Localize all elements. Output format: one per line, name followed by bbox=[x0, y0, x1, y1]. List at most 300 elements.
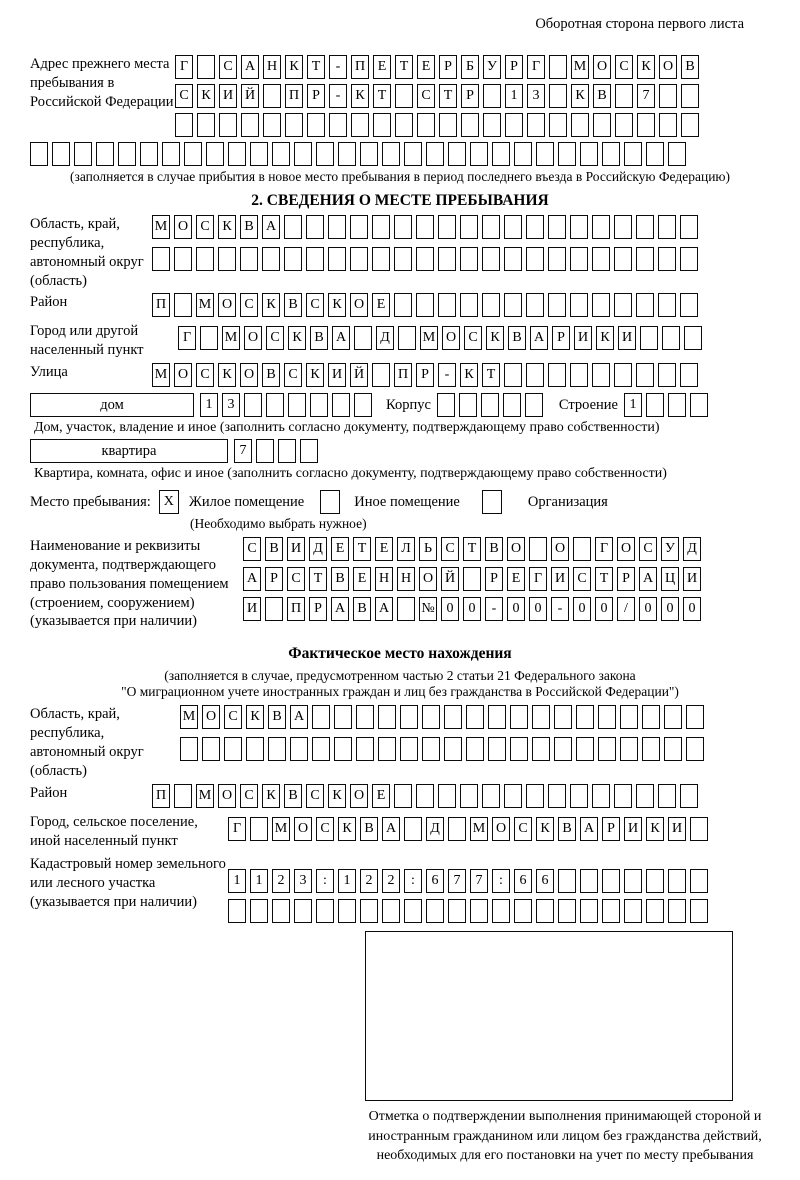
char-cell[interactable] bbox=[278, 439, 296, 463]
char-cell[interactable]: 2 bbox=[272, 869, 290, 893]
char-cell[interactable] bbox=[592, 784, 610, 808]
char-cell[interactable] bbox=[549, 84, 567, 108]
char-cell[interactable] bbox=[602, 899, 620, 923]
char-cell[interactable]: В bbox=[268, 705, 286, 729]
char-cell[interactable] bbox=[592, 215, 610, 239]
char-cell[interactable]: О bbox=[218, 293, 236, 317]
char-cell[interactable] bbox=[504, 363, 522, 387]
char-cell[interactable]: К bbox=[646, 817, 664, 841]
char-cell[interactable] bbox=[197, 55, 215, 79]
char-cell[interactable] bbox=[328, 247, 346, 271]
char-cell[interactable]: 1 bbox=[624, 393, 642, 417]
char-cell[interactable]: - bbox=[329, 84, 347, 108]
char-cell[interactable]: И bbox=[551, 567, 569, 591]
char-cell[interactable] bbox=[526, 293, 544, 317]
char-cell[interactable] bbox=[351, 113, 369, 137]
char-cell[interactable] bbox=[460, 784, 478, 808]
char-cell[interactable] bbox=[404, 142, 422, 166]
char-cell[interactable] bbox=[580, 869, 598, 893]
char-cell[interactable]: К bbox=[338, 817, 356, 841]
char-cell[interactable] bbox=[510, 737, 528, 761]
char-cell[interactable] bbox=[262, 247, 280, 271]
char-cell[interactable]: 0 bbox=[595, 597, 613, 621]
char-cell[interactable]: С bbox=[316, 817, 334, 841]
char-cell[interactable] bbox=[526, 363, 544, 387]
char-cell[interactable] bbox=[256, 439, 274, 463]
char-cell[interactable] bbox=[554, 705, 572, 729]
char-cell[interactable] bbox=[646, 393, 664, 417]
char-cell[interactable] bbox=[646, 899, 664, 923]
char-cell[interactable]: С bbox=[514, 817, 532, 841]
char-cell[interactable] bbox=[394, 247, 412, 271]
char-cell[interactable] bbox=[354, 393, 372, 417]
char-cell[interactable] bbox=[378, 705, 396, 729]
char-cell[interactable]: К bbox=[285, 55, 303, 79]
char-cell[interactable] bbox=[307, 113, 325, 137]
char-cell[interactable] bbox=[504, 293, 522, 317]
char-cell[interactable] bbox=[422, 705, 440, 729]
char-cell[interactable] bbox=[558, 869, 576, 893]
char-cell[interactable]: А bbox=[639, 567, 657, 591]
char-cell[interactable] bbox=[686, 705, 704, 729]
char-cell[interactable] bbox=[536, 899, 554, 923]
char-cell[interactable] bbox=[338, 142, 356, 166]
char-cell[interactable]: 1 bbox=[228, 869, 246, 893]
char-cell[interactable] bbox=[482, 293, 500, 317]
char-cell[interactable] bbox=[624, 142, 642, 166]
char-cell[interactable] bbox=[228, 899, 246, 923]
char-cell[interactable]: - bbox=[329, 55, 347, 79]
char-cell[interactable] bbox=[356, 705, 374, 729]
char-cell[interactable] bbox=[30, 142, 48, 166]
char-cell[interactable]: П bbox=[351, 55, 369, 79]
char-cell[interactable] bbox=[272, 899, 290, 923]
char-cell[interactable] bbox=[180, 737, 198, 761]
char-cell[interactable]: Н bbox=[263, 55, 281, 79]
char-cell[interactable]: О bbox=[659, 55, 677, 79]
char-cell[interactable] bbox=[219, 113, 237, 137]
char-cell[interactable]: А bbox=[241, 55, 259, 79]
char-cell[interactable] bbox=[350, 215, 368, 239]
char-cell[interactable] bbox=[422, 737, 440, 761]
char-cell[interactable]: 0 bbox=[661, 597, 679, 621]
char-cell[interactable] bbox=[668, 393, 686, 417]
char-cell[interactable]: 1 bbox=[200, 393, 218, 417]
char-cell[interactable] bbox=[470, 899, 488, 923]
char-cell[interactable]: 0 bbox=[639, 597, 657, 621]
char-cell[interactable] bbox=[526, 247, 544, 271]
checkbox-other-premises[interactable] bbox=[320, 490, 340, 514]
char-cell[interactable]: Г bbox=[529, 567, 547, 591]
char-cell[interactable] bbox=[668, 869, 686, 893]
char-cell[interactable] bbox=[570, 784, 588, 808]
char-cell[interactable]: С bbox=[615, 55, 633, 79]
char-cell[interactable] bbox=[184, 142, 202, 166]
char-cell[interactable]: А bbox=[262, 215, 280, 239]
char-cell[interactable] bbox=[197, 113, 215, 137]
char-cell[interactable]: К bbox=[328, 293, 346, 317]
char-cell[interactable]: Р bbox=[461, 84, 479, 108]
char-cell[interactable] bbox=[241, 113, 259, 137]
char-cell[interactable] bbox=[316, 142, 334, 166]
char-cell[interactable]: 6 bbox=[514, 869, 532, 893]
char-cell[interactable]: Г bbox=[228, 817, 246, 841]
char-cell[interactable] bbox=[504, 215, 522, 239]
char-cell[interactable]: М bbox=[470, 817, 488, 841]
char-cell[interactable] bbox=[74, 142, 92, 166]
char-cell[interactable] bbox=[614, 293, 632, 317]
char-cell[interactable] bbox=[460, 247, 478, 271]
char-cell[interactable] bbox=[463, 567, 481, 591]
char-cell[interactable] bbox=[310, 393, 328, 417]
char-cell[interactable]: Н bbox=[397, 567, 415, 591]
char-cell[interactable]: К bbox=[596, 326, 614, 350]
char-cell[interactable]: С bbox=[287, 567, 305, 591]
char-cell[interactable] bbox=[642, 737, 660, 761]
char-cell[interactable]: И bbox=[287, 537, 305, 561]
char-cell[interactable]: Е bbox=[373, 55, 391, 79]
char-cell[interactable] bbox=[426, 899, 444, 923]
char-cell[interactable]: П bbox=[285, 84, 303, 108]
char-cell[interactable] bbox=[373, 113, 391, 137]
char-cell[interactable]: В bbox=[310, 326, 328, 350]
char-cell[interactable] bbox=[444, 705, 462, 729]
char-cell[interactable]: Й bbox=[241, 84, 259, 108]
char-cell[interactable]: Е bbox=[507, 567, 525, 591]
char-cell[interactable]: И bbox=[624, 817, 642, 841]
char-cell[interactable]: Р bbox=[485, 567, 503, 591]
char-cell[interactable]: О bbox=[174, 363, 192, 387]
char-cell[interactable] bbox=[668, 142, 686, 166]
char-cell[interactable]: 6 bbox=[536, 869, 554, 893]
char-cell[interactable] bbox=[686, 737, 704, 761]
char-cell[interactable]: М bbox=[196, 293, 214, 317]
char-cell[interactable] bbox=[636, 784, 654, 808]
char-cell[interactable]: 0 bbox=[507, 597, 525, 621]
char-cell[interactable] bbox=[397, 597, 415, 621]
char-cell[interactable]: И bbox=[328, 363, 346, 387]
char-cell[interactable]: Г bbox=[527, 55, 545, 79]
char-cell[interactable] bbox=[350, 247, 368, 271]
char-cell[interactable] bbox=[416, 247, 434, 271]
char-cell[interactable]: 1 bbox=[338, 869, 356, 893]
char-cell[interactable] bbox=[510, 705, 528, 729]
char-cell[interactable]: К bbox=[262, 293, 280, 317]
char-cell[interactable]: И bbox=[574, 326, 592, 350]
char-cell[interactable] bbox=[690, 869, 708, 893]
char-cell[interactable]: Н bbox=[375, 567, 393, 591]
char-cell[interactable]: Д bbox=[426, 817, 444, 841]
char-cell[interactable]: Е bbox=[372, 293, 390, 317]
char-cell[interactable] bbox=[52, 142, 70, 166]
char-cell[interactable]: Е bbox=[372, 784, 390, 808]
char-cell[interactable] bbox=[637, 113, 655, 137]
char-cell[interactable]: М bbox=[152, 363, 170, 387]
char-cell[interactable]: О bbox=[174, 215, 192, 239]
char-cell[interactable] bbox=[636, 293, 654, 317]
char-cell[interactable] bbox=[400, 737, 418, 761]
char-cell[interactable] bbox=[636, 247, 654, 271]
char-cell[interactable] bbox=[658, 215, 676, 239]
char-cell[interactable] bbox=[272, 142, 290, 166]
char-cell[interactable]: П bbox=[287, 597, 305, 621]
char-cell[interactable]: 0 bbox=[573, 597, 591, 621]
char-cell[interactable] bbox=[548, 247, 566, 271]
char-cell[interactable] bbox=[482, 247, 500, 271]
char-cell[interactable]: Г bbox=[175, 55, 193, 79]
char-cell[interactable] bbox=[162, 142, 180, 166]
char-cell[interactable] bbox=[328, 215, 346, 239]
char-cell[interactable] bbox=[492, 899, 510, 923]
char-cell[interactable]: И bbox=[668, 817, 686, 841]
char-cell[interactable]: Р bbox=[309, 597, 327, 621]
char-cell[interactable] bbox=[360, 142, 378, 166]
char-cell[interactable] bbox=[483, 113, 501, 137]
char-cell[interactable] bbox=[482, 784, 500, 808]
char-cell[interactable] bbox=[294, 142, 312, 166]
char-cell[interactable]: К bbox=[351, 84, 369, 108]
char-cell[interactable]: Б bbox=[461, 55, 479, 79]
char-cell[interactable] bbox=[285, 113, 303, 137]
char-cell[interactable] bbox=[382, 142, 400, 166]
char-cell[interactable]: О bbox=[617, 537, 635, 561]
char-cell[interactable]: В bbox=[593, 84, 611, 108]
char-cell[interactable] bbox=[548, 363, 566, 387]
char-cell[interactable]: А bbox=[580, 817, 598, 841]
char-cell[interactable] bbox=[202, 737, 220, 761]
char-cell[interactable] bbox=[504, 247, 522, 271]
char-cell[interactable]: 0 bbox=[683, 597, 701, 621]
char-cell[interactable] bbox=[662, 326, 680, 350]
char-cell[interactable] bbox=[466, 705, 484, 729]
char-cell[interactable] bbox=[536, 142, 554, 166]
char-cell[interactable]: И bbox=[243, 597, 261, 621]
char-cell[interactable]: В bbox=[331, 567, 349, 591]
char-cell[interactable]: С bbox=[639, 537, 657, 561]
char-cell[interactable]: С bbox=[243, 537, 261, 561]
char-cell[interactable] bbox=[461, 113, 479, 137]
char-cell[interactable]: С bbox=[464, 326, 482, 350]
char-cell[interactable] bbox=[680, 293, 698, 317]
char-cell[interactable]: В bbox=[558, 817, 576, 841]
char-cell[interactable]: 3 bbox=[294, 869, 312, 893]
char-cell[interactable]: К bbox=[288, 326, 306, 350]
char-cell[interactable]: Т bbox=[595, 567, 613, 591]
char-cell[interactable]: О bbox=[202, 705, 220, 729]
char-cell[interactable] bbox=[268, 737, 286, 761]
char-cell[interactable]: - bbox=[551, 597, 569, 621]
char-cell[interactable]: Р bbox=[602, 817, 620, 841]
char-cell[interactable]: А bbox=[332, 326, 350, 350]
char-cell[interactable] bbox=[614, 215, 632, 239]
char-cell[interactable] bbox=[548, 784, 566, 808]
char-cell[interactable] bbox=[570, 293, 588, 317]
char-cell[interactable]: В bbox=[240, 215, 258, 239]
char-cell[interactable] bbox=[571, 113, 589, 137]
char-cell[interactable] bbox=[481, 393, 499, 417]
char-cell[interactable]: О bbox=[350, 784, 368, 808]
char-cell[interactable] bbox=[290, 737, 308, 761]
char-cell[interactable] bbox=[250, 142, 268, 166]
char-cell[interactable]: Р bbox=[416, 363, 434, 387]
char-cell[interactable] bbox=[554, 737, 572, 761]
char-cell[interactable]: О bbox=[551, 537, 569, 561]
char-cell[interactable]: С bbox=[224, 705, 242, 729]
char-cell[interactable]: В bbox=[265, 537, 283, 561]
char-cell[interactable]: В bbox=[360, 817, 378, 841]
char-cell[interactable] bbox=[576, 737, 594, 761]
char-cell[interactable]: : bbox=[316, 869, 334, 893]
char-cell[interactable] bbox=[240, 247, 258, 271]
char-cell[interactable] bbox=[488, 705, 506, 729]
char-cell[interactable] bbox=[394, 293, 412, 317]
char-cell[interactable]: № bbox=[419, 597, 437, 621]
char-cell[interactable]: В bbox=[353, 597, 371, 621]
char-cell[interactable]: О bbox=[442, 326, 460, 350]
char-cell[interactable] bbox=[306, 215, 324, 239]
char-cell[interactable]: О bbox=[507, 537, 525, 561]
char-cell[interactable]: Т bbox=[482, 363, 500, 387]
char-cell[interactable]: Л bbox=[397, 537, 415, 561]
char-cell[interactable]: Й bbox=[441, 567, 459, 591]
char-cell[interactable]: С bbox=[240, 293, 258, 317]
checkbox-residential[interactable]: X bbox=[159, 490, 179, 514]
char-cell[interactable] bbox=[664, 737, 682, 761]
char-cell[interactable]: И bbox=[618, 326, 636, 350]
char-cell[interactable] bbox=[174, 784, 192, 808]
char-cell[interactable] bbox=[503, 393, 521, 417]
char-cell[interactable]: К bbox=[262, 784, 280, 808]
char-cell[interactable] bbox=[416, 293, 434, 317]
char-cell[interactable] bbox=[514, 899, 532, 923]
char-cell[interactable] bbox=[175, 113, 193, 137]
char-cell[interactable]: М bbox=[272, 817, 290, 841]
char-cell[interactable]: М bbox=[180, 705, 198, 729]
char-cell[interactable] bbox=[382, 899, 400, 923]
char-cell[interactable]: Е bbox=[417, 55, 435, 79]
char-cell[interactable] bbox=[288, 393, 306, 417]
char-cell[interactable]: Г bbox=[178, 326, 196, 350]
char-cell[interactable] bbox=[244, 393, 262, 417]
char-cell[interactable] bbox=[300, 439, 318, 463]
char-cell[interactable]: 2 bbox=[382, 869, 400, 893]
char-cell[interactable] bbox=[664, 705, 682, 729]
char-cell[interactable] bbox=[416, 784, 434, 808]
char-cell[interactable]: К bbox=[460, 363, 478, 387]
char-cell[interactable] bbox=[658, 293, 676, 317]
char-cell[interactable] bbox=[334, 705, 352, 729]
char-cell[interactable]: К bbox=[218, 363, 236, 387]
char-cell[interactable] bbox=[246, 737, 264, 761]
char-cell[interactable] bbox=[394, 215, 412, 239]
char-cell[interactable] bbox=[614, 247, 632, 271]
char-cell[interactable]: 7 bbox=[234, 439, 252, 463]
char-cell[interactable] bbox=[658, 247, 676, 271]
char-cell[interactable] bbox=[658, 784, 676, 808]
char-cell[interactable] bbox=[294, 899, 312, 923]
char-cell[interactable] bbox=[404, 899, 422, 923]
char-cell[interactable]: А bbox=[530, 326, 548, 350]
char-cell[interactable] bbox=[526, 784, 544, 808]
char-cell[interactable] bbox=[527, 113, 545, 137]
char-cell[interactable]: О bbox=[593, 55, 611, 79]
char-cell[interactable] bbox=[263, 84, 281, 108]
char-cell[interactable] bbox=[598, 737, 616, 761]
char-cell[interactable] bbox=[624, 869, 642, 893]
char-cell[interactable] bbox=[614, 784, 632, 808]
char-cell[interactable] bbox=[602, 142, 620, 166]
char-cell[interactable]: О bbox=[492, 817, 510, 841]
char-cell[interactable] bbox=[417, 113, 435, 137]
char-cell[interactable]: О bbox=[244, 326, 262, 350]
char-cell[interactable] bbox=[483, 84, 501, 108]
char-cell[interactable]: М bbox=[420, 326, 438, 350]
char-cell[interactable] bbox=[416, 215, 434, 239]
char-cell[interactable]: С bbox=[441, 537, 459, 561]
char-cell[interactable] bbox=[681, 113, 699, 137]
checkbox-organization[interactable] bbox=[482, 490, 502, 514]
char-cell[interactable]: О bbox=[350, 293, 368, 317]
char-cell[interactable]: А bbox=[382, 817, 400, 841]
char-cell[interactable]: С bbox=[219, 55, 237, 79]
char-cell[interactable]: В bbox=[262, 363, 280, 387]
char-cell[interactable]: У bbox=[483, 55, 501, 79]
char-cell[interactable]: 3 bbox=[527, 84, 545, 108]
char-cell[interactable]: И bbox=[219, 84, 237, 108]
char-cell[interactable]: С bbox=[417, 84, 435, 108]
char-cell[interactable]: Р bbox=[505, 55, 523, 79]
char-cell[interactable]: М bbox=[222, 326, 240, 350]
char-cell[interactable] bbox=[140, 142, 158, 166]
char-cell[interactable] bbox=[620, 737, 638, 761]
char-cell[interactable] bbox=[614, 363, 632, 387]
char-cell[interactable] bbox=[395, 84, 413, 108]
char-cell[interactable]: К bbox=[328, 784, 346, 808]
char-cell[interactable]: К bbox=[218, 215, 236, 239]
char-cell[interactable] bbox=[659, 113, 677, 137]
char-cell[interactable] bbox=[526, 215, 544, 239]
char-cell[interactable] bbox=[316, 899, 334, 923]
char-cell[interactable] bbox=[312, 705, 330, 729]
char-cell[interactable]: Т bbox=[307, 55, 325, 79]
char-cell[interactable]: В bbox=[508, 326, 526, 350]
char-cell[interactable] bbox=[118, 142, 136, 166]
char-cell[interactable] bbox=[284, 215, 302, 239]
char-cell[interactable]: Ц bbox=[661, 567, 679, 591]
char-cell[interactable] bbox=[174, 247, 192, 271]
char-cell[interactable] bbox=[448, 817, 466, 841]
char-cell[interactable] bbox=[690, 393, 708, 417]
char-cell[interactable]: О bbox=[419, 567, 437, 591]
char-cell[interactable]: Ь bbox=[419, 537, 437, 561]
char-cell[interactable] bbox=[250, 817, 268, 841]
char-cell[interactable] bbox=[548, 215, 566, 239]
char-cell[interactable] bbox=[642, 705, 660, 729]
char-cell[interactable] bbox=[218, 247, 236, 271]
char-cell[interactable] bbox=[529, 537, 547, 561]
char-cell[interactable]: : bbox=[404, 869, 422, 893]
char-cell[interactable] bbox=[354, 326, 372, 350]
char-cell[interactable]: К bbox=[637, 55, 655, 79]
char-cell[interactable]: Р bbox=[307, 84, 325, 108]
char-cell[interactable]: С bbox=[196, 363, 214, 387]
char-cell[interactable]: А bbox=[331, 597, 349, 621]
char-cell[interactable]: О bbox=[240, 363, 258, 387]
char-cell[interactable]: П bbox=[152, 293, 170, 317]
char-cell[interactable] bbox=[174, 293, 192, 317]
char-cell[interactable] bbox=[680, 784, 698, 808]
char-cell[interactable]: Р bbox=[265, 567, 283, 591]
